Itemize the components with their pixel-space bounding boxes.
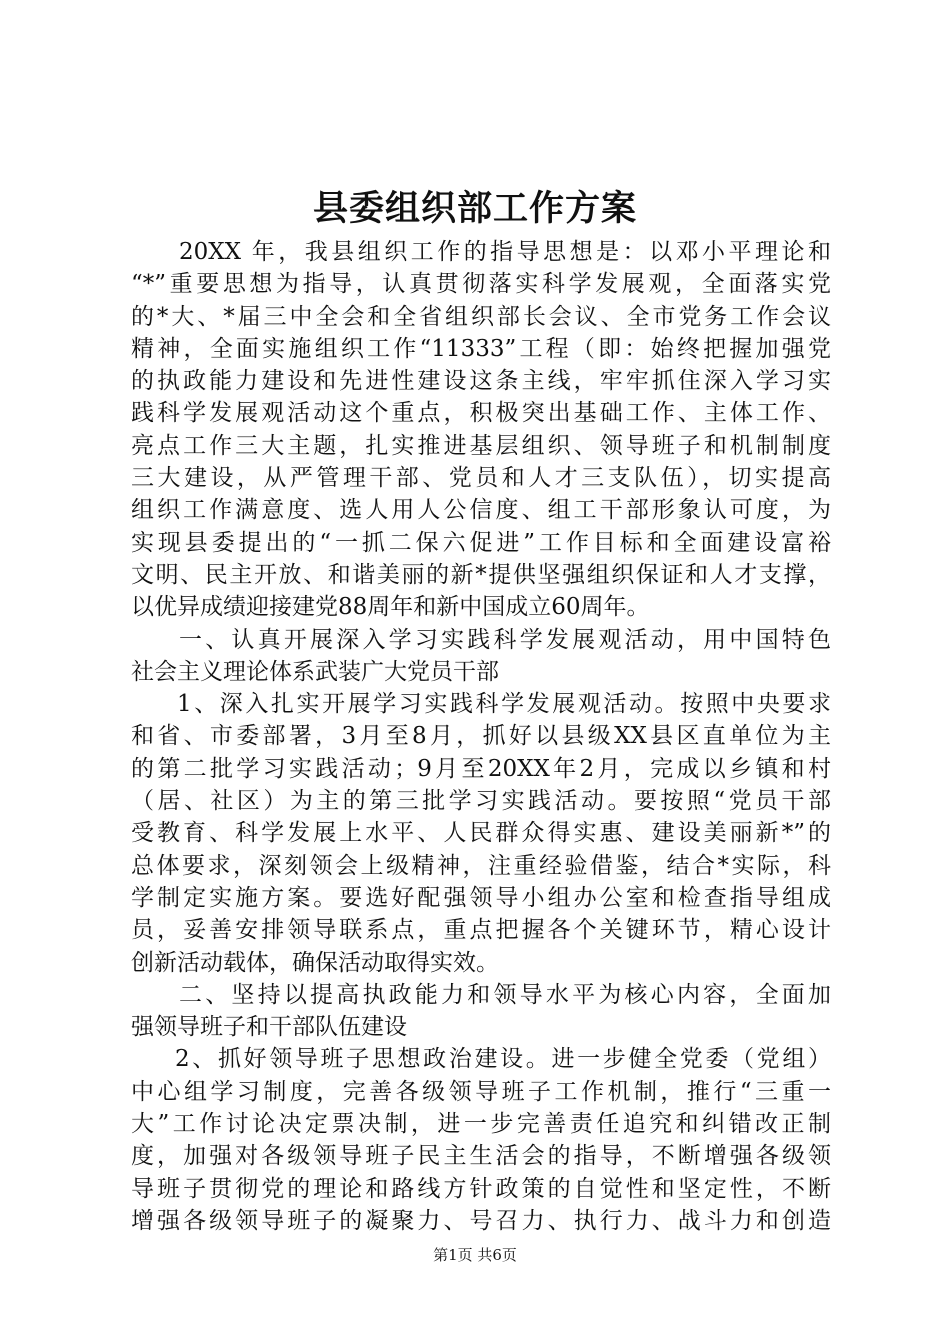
section-heading-line: 社会主义理论体系武装广大党员干部: [131, 658, 499, 685]
paragraph-line: 的执政能力建设和先进性建设这条主线，牢牢抓住深入学习实: [131, 368, 831, 395]
document-body: [131, 236, 831, 1237]
paragraph-line: “*”重要思想为指导，认真贯彻落实科学发展观，全面落实党: [131, 271, 831, 298]
paragraph-line: 1、深入扎实开展学习实践科学发展观活动。按照中央要求: [177, 691, 831, 718]
paragraph-line: 实现县委提出的“一抓二保六促进”工作目标和全面建设富裕: [131, 529, 831, 556]
paragraph-line: 20XX 年，我县组织工作的指导思想是：以邓小平理论和: [179, 239, 831, 265]
paragraph-line: 学制定实施方案。要选好配强领导小组办公室和检查指导组成: [131, 884, 831, 911]
paragraph-line: （居、社区）为主的第三批学习实践活动。要按照“党员干部: [131, 788, 831, 815]
paragraph-line: 践科学发展观活动这个重点，积极突出基础工作、主体工作、: [131, 400, 831, 427]
section-heading-line: 二、坚持以提高执政能力和领导水平为核心内容，全面加: [179, 981, 831, 1008]
paragraph-line: 员，妥善安排领导联系点，重点把握各个关键环节，精心设计: [131, 917, 831, 944]
paragraph-line: 亮点工作三大主题，扎实推进基层组织、领导班子和机制制度: [131, 432, 831, 459]
paragraph-line: 的*大、*届三中全会和全省组织部长会议、全市党务工作会议: [131, 303, 831, 330]
paragraph-line: 2、抓好领导班子思想政治建设。进一步健全党委（党组）: [175, 1046, 831, 1073]
page-number-footer: 第1页 共6页: [433, 1246, 517, 1264]
paragraph-line: 组织工作满意度、选人用人公信度、组工干部形象认可度，为: [131, 497, 831, 524]
paragraph-line: 度，加强对各级领导班子民主生活会的指导，不断增强各级领: [131, 1143, 831, 1170]
paragraph-line: 和省、市委部署，3月至8月，抓好以县级XX县区直单位为主: [131, 723, 831, 750]
paragraph-line: 以优异成绩迎接建党88周年和新中国成立60周年。: [131, 594, 650, 621]
paragraph-line: 中心组学习制度，完善各级领导班子工作机制，推行“三重一: [131, 1078, 831, 1105]
section-heading-line: 强领导班子和干部队伍建设: [131, 1014, 407, 1041]
paragraph-line: 受教育、科学发展上水平、人民群众得实惠、建设美丽新*”的: [131, 820, 831, 847]
section-heading-line: 一、认真开展深入学习实践科学发展观活动，用中国特色: [179, 626, 831, 653]
paragraph-line: 文明、民主开放、和谐美丽的新*提供坚强组织保证和人才支撑，: [131, 561, 831, 588]
paragraph-line: 创新活动载体，确保活动取得实效。: [131, 949, 499, 976]
paragraph-line: 大”工作讨论决定票决制，进一步完善责任追究和纠错改正制: [131, 1111, 831, 1138]
paragraph-line: 增强各级领导班子的凝聚力、号召力、执行力、战斗力和创造: [131, 1207, 831, 1234]
paragraph-line: 精神，全面实施组织工作“11333”工程（即：始终把握加强党: [131, 335, 831, 362]
paragraph-line: 的第二批学习实践活动；9月至20XX年2月，完成以乡镇和村: [131, 755, 831, 782]
paragraph-line: 三大建设，从严管理干部、党员和人才三支队伍），切实提高: [131, 465, 831, 492]
paragraph-line: 总体要求，深刻领会上级精神，注重经验借鉴，结合*实际，科: [131, 852, 831, 879]
document-title: 县委组织部工作方案: [312, 188, 637, 229]
paragraph-line: 导班子贯彻党的理论和路线方针政策的自觉性和坚定性，不断: [131, 1175, 831, 1202]
